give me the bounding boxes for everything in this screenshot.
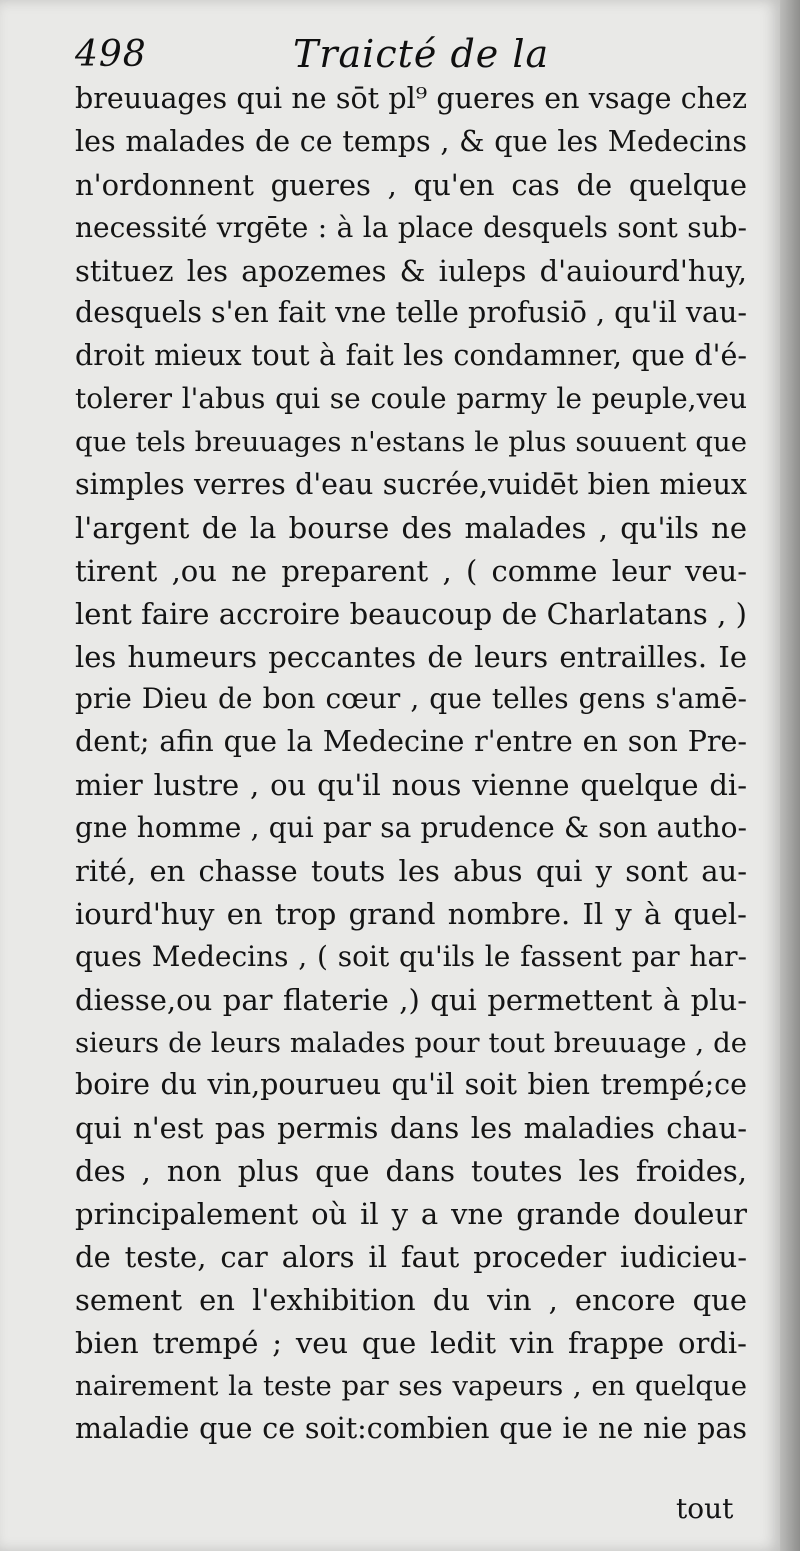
text-line: les humeurs peccantes de leurs entrailles. Ie — [75, 639, 747, 674]
text-line: l'argent de la bourse des malades , qu'ils ne — [75, 510, 747, 545]
text-line: droit mieux tout à fait les condamner, que d'é- — [75, 339, 747, 373]
text-line: maladie que ce soit:combien que ie ne nie pas — [75, 1411, 747, 1445]
text-line: gne homme , qui par sa prudence & son autho- — [75, 811, 747, 845]
text-line: stituez les apozemes & iuleps d'auiourd'huy, — [75, 253, 747, 288]
text-line: sieurs de leurs malades pour tout breuuage , de — [75, 1026, 747, 1059]
text-line: boire du vin,pourueu qu'il soit bien trempé;ce — [75, 1068, 747, 1102]
text-line: tirent ,ou ne preparent , ( comme leur veu- — [75, 553, 747, 588]
text-line: de teste, car alors il faut proceder iudicieu- — [75, 1240, 747, 1275]
text-line: rité, en chasse touts les abus qui y sont au- — [75, 854, 747, 889]
text-line: dent; afin que la Medecine r'entre en son Pre- — [75, 725, 747, 759]
text-line: desquels s'en fait vne telle profusiō , qu'il vau- — [75, 296, 747, 330]
text-line: n'ordonnent gueres , qu'en cas de quelque — [75, 167, 747, 202]
text-line: prie Dieu de bon cœur , que telles gens s'amē- — [75, 682, 747, 716]
text-line: simples verres d'eau sucrée,vuidēt bien mieux — [75, 468, 747, 502]
catchword: tout — [676, 1492, 734, 1525]
text-line: que tels breuuages n'estans le plus souuent que — [75, 426, 747, 459]
text-line: ques Medecins , ( soit qu'ils le fassent par har- — [75, 939, 747, 973]
text-line: lent faire accroire beaucoup de Charlatans , ) — [75, 596, 747, 631]
text-line: iourd'huy en trop grand nombre. Il y à quel- — [75, 896, 747, 931]
page-number: 498 — [75, 34, 147, 75]
text-line: bien trempé ; veu que ledit vin frappe ordi- — [75, 1325, 747, 1360]
text-line: diesse,ou par flaterie ,) qui permettent à plu- — [75, 982, 747, 1017]
text-line: des , non plus que dans toutes les froides, — [75, 1154, 747, 1189]
text-line: sement en l'exhibition du vin , encore que — [75, 1282, 747, 1317]
running-title: Traicté de la — [293, 32, 550, 76]
text-line: nairement la teste par ses vapeurs , en quelque — [75, 1369, 747, 1402]
body-text — [75, 78, 747, 1451]
page-header — [75, 32, 735, 82]
text-line: mier lustre , ou qu'il nous vienne quelque di- — [75, 768, 747, 803]
text-line: necessité vrgēte : à la place desquels sont sub- — [75, 210, 747, 244]
page-gutter — [780, 0, 800, 1551]
text-line: les malades de ce temps , & que les Medecins — [75, 124, 747, 158]
text-line: principalement où il y a vne grande douleur — [75, 1197, 747, 1232]
text-line: breuuages qui ne sōt pl⁹ gueres en vsage chez — [75, 82, 747, 115]
text-line: qui n'est pas permis dans les maladies chau- — [75, 1111, 747, 1146]
text-line: tolerer l'abus qui se coule parmy le peuple,veu — [75, 382, 747, 416]
